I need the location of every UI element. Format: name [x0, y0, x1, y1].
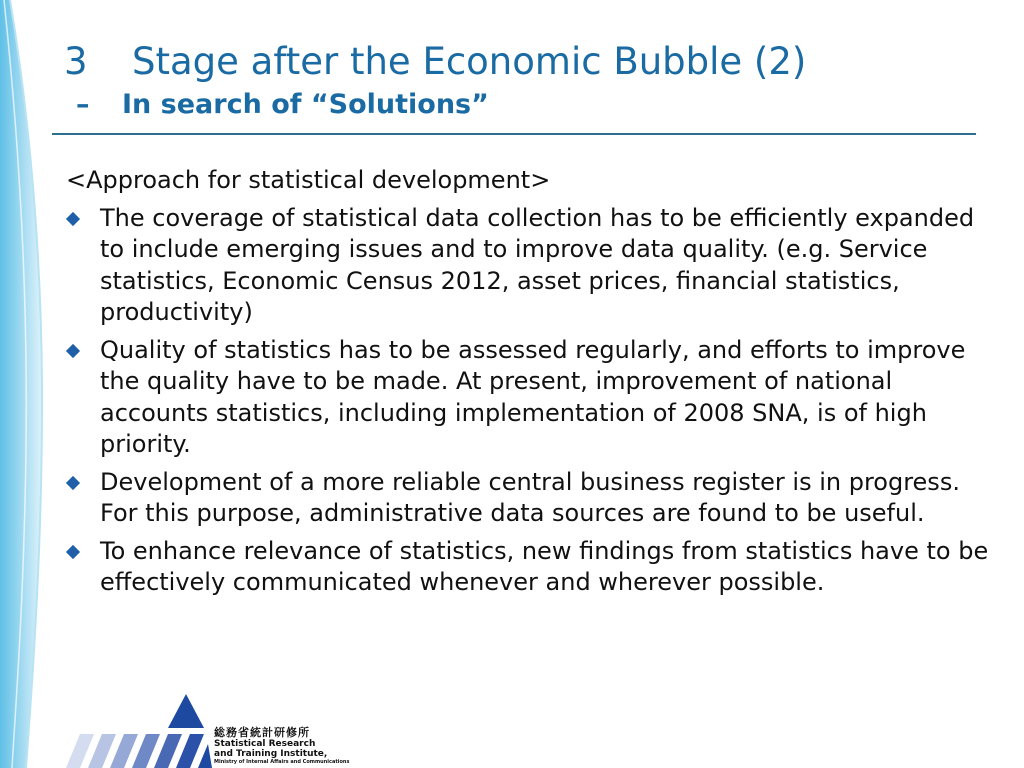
diamond-bullet-icon	[66, 544, 80, 558]
section-heading: <Approach for statistical development>	[66, 166, 551, 194]
diamond-bullet-icon	[66, 475, 80, 489]
slide-title	[64, 38, 806, 86]
bullet-text: Development of a more reliable central business register is in progress. For this purpose, administrative data sources are found to be useful.	[100, 467, 960, 527]
logo-english-line1: Statistical Research	[214, 739, 316, 749]
slide-body	[66, 165, 996, 605]
title-main: Stage after the Economic Bubble (2)	[132, 40, 807, 83]
subtitle-text: In search of “Solutions”	[122, 89, 489, 120]
bullet-text: Quality of statistics has to be assessed regularly, and efforts to improve the quality have to be made. At present, improvement of national accounts statistics, including implementation of 2008 SNA, is of high priority.	[100, 335, 966, 458]
logo-english-line3: Ministry of Internal Affairs and Communications	[214, 759, 350, 765]
left-decorative-band	[0, 0, 60, 768]
bullet-text: The coverage of statistical data collection has to be efficiently expanded to include emerging issues and to improve data quality. (e.g. Service statistics, Economic Census 2012, asset prices, financial statistics, productivity)	[100, 203, 975, 326]
bullet-item	[66, 467, 996, 530]
logo-english-line2: and Training Institute,	[214, 749, 328, 759]
bullet-item	[66, 335, 996, 461]
title-number: 3	[64, 40, 88, 83]
bullet-text: To enhance relevance of statistics, new findings from statistics have to be effectively communicated whenever and wherever possible.	[100, 536, 989, 596]
title-divider	[52, 133, 976, 135]
subtitle-dash: –	[76, 89, 90, 120]
diamond-bullet-icon	[66, 211, 80, 225]
slide-subtitle	[76, 88, 489, 122]
bullet-item	[66, 536, 996, 599]
diamond-bullet-icon	[66, 343, 80, 357]
bullet-item	[66, 203, 996, 329]
logo-kanji-text: 総務省統計研修所	[214, 726, 310, 739]
bullet-list	[66, 203, 996, 599]
